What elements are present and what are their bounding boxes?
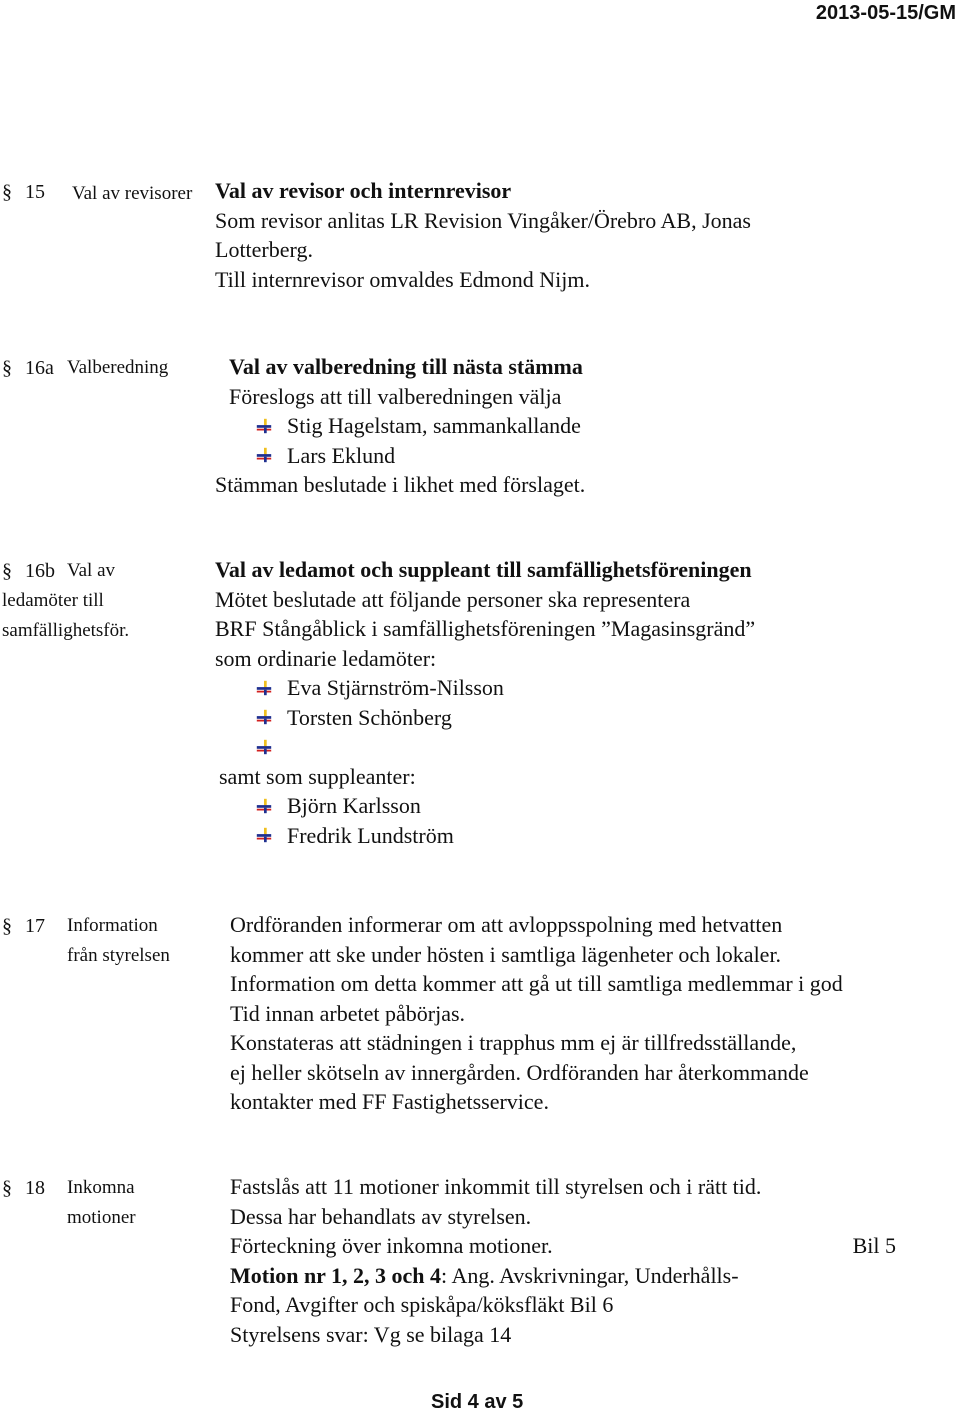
paragraph-line: Till internrevisor omvaldes Edmond Nijm. xyxy=(215,266,590,292)
bullet-icon xyxy=(255,739,273,755)
paragraph-line: Som revisor anlitas LR Revision Vingåker/Örebro AB, Jonas xyxy=(215,207,751,233)
paragraph-line: kommer att ske under hösten i samtliga lägenheter och lokaler. xyxy=(230,941,782,967)
paragraph-line: Lotterberg. xyxy=(215,237,313,262)
section-label-line: från styrelsen xyxy=(67,945,170,966)
list-item: Eva Stjärnström-Nilsson xyxy=(215,673,755,703)
list-item: Stig Hagelstam, sammankallande xyxy=(215,411,585,441)
section-number: § 16b xyxy=(2,560,55,582)
paragraph-line: Fastslås att 11 motioner inkommit till styrelsen och i rätt tid. xyxy=(230,1174,762,1199)
paragraph-line: samt som suppleanter: xyxy=(219,763,416,789)
paragraph-line: Fond, Avgifter och spiskåpa/köksfläkt Bil 6 xyxy=(230,1292,614,1317)
section-label: Val av revisorer xyxy=(72,183,193,204)
list-item: Fredrik Lundström xyxy=(215,821,755,851)
paragraph-line: BRF Stångåblick i samfällighetsföreningen ”Magasinsgränd” xyxy=(215,616,756,641)
bullet-icon xyxy=(255,827,273,843)
bullet-icon xyxy=(255,447,273,463)
page-number: Sid 4 av 5 xyxy=(431,1391,524,1413)
paragraph-line: Tid innan arbetet påbörjas. xyxy=(230,1000,466,1026)
section-label-line: Information xyxy=(67,915,158,936)
section-label-line: Inkomna xyxy=(67,1177,135,1198)
section-label-line: ledamöter till xyxy=(2,590,104,611)
list-item: Björn Karlsson xyxy=(215,791,755,821)
section-number: § 17 xyxy=(2,915,45,937)
paragraph-line: kontakter med FF Fastighetsservice. xyxy=(230,1089,549,1114)
paragraph-line: Förteckning över inkomna motioner. Bil 5 xyxy=(230,1231,896,1261)
paragraph-line: Information om detta kommer att gå ut till samtliga medlemmar i god xyxy=(230,971,843,996)
paragraph-line: Dessa har behandlats av styrelsen. xyxy=(230,1203,532,1229)
bullet-icon xyxy=(255,418,273,434)
bullet-icon xyxy=(255,709,273,725)
paragraph-line: ej heller skötseln av innergården. Ordföranden har återkommande xyxy=(230,1059,809,1085)
list-item: Torsten Schönberg xyxy=(215,703,755,733)
attachment-ref: Bil 5 xyxy=(852,1233,896,1258)
section-label-line: samfällighetsför. xyxy=(2,620,130,641)
paragraph-line: Motion nr 1, 2, 3 och 4: Ang. Avskrivningar, Underhålls- xyxy=(230,1262,739,1288)
section-title: Val av ledamot och suppleant till samfällighetsföreningen xyxy=(215,557,752,582)
paragraph-line: Stämman beslutade i likhet med förslaget. xyxy=(215,472,586,497)
section-title: Val av revisor och internrevisor xyxy=(215,178,512,203)
bullet-icon xyxy=(255,798,273,814)
section-number: § 15 xyxy=(2,181,45,203)
list-item: Lars Eklund xyxy=(215,441,585,471)
section-title: Val av valberedning till nästa stämma xyxy=(229,354,583,379)
section-label-line: motioner xyxy=(67,1207,136,1228)
paragraph-line: Mötet beslutade att följande personer ska representera xyxy=(215,586,691,612)
paragraph-line: Konstateras att städningen i trapphus mm ej är tillfredsställande, xyxy=(230,1030,797,1055)
paragraph-line: Styrelsens svar: Vg se bilaga 14 xyxy=(230,1321,512,1347)
list-item xyxy=(215,732,755,762)
section-number: § 16a xyxy=(2,357,54,379)
bullet-icon xyxy=(255,680,273,696)
paragraph-line: Ordföranden informerar om att avloppsspolning med hetvatten xyxy=(230,912,783,937)
section-label-line: Val av xyxy=(67,560,116,581)
section-label: Valberedning xyxy=(67,357,169,378)
paragraph-line: Föreslogs att till valberedningen välja xyxy=(229,383,562,409)
document-date-ref: 2013-05-15/GM xyxy=(815,2,956,24)
motion-numbers: Motion nr 1, 2, 3 och 4 xyxy=(230,1262,442,1288)
section-number: § 18 xyxy=(2,1177,45,1199)
paragraph-line: som ordinarie ledamöter: xyxy=(215,645,437,671)
